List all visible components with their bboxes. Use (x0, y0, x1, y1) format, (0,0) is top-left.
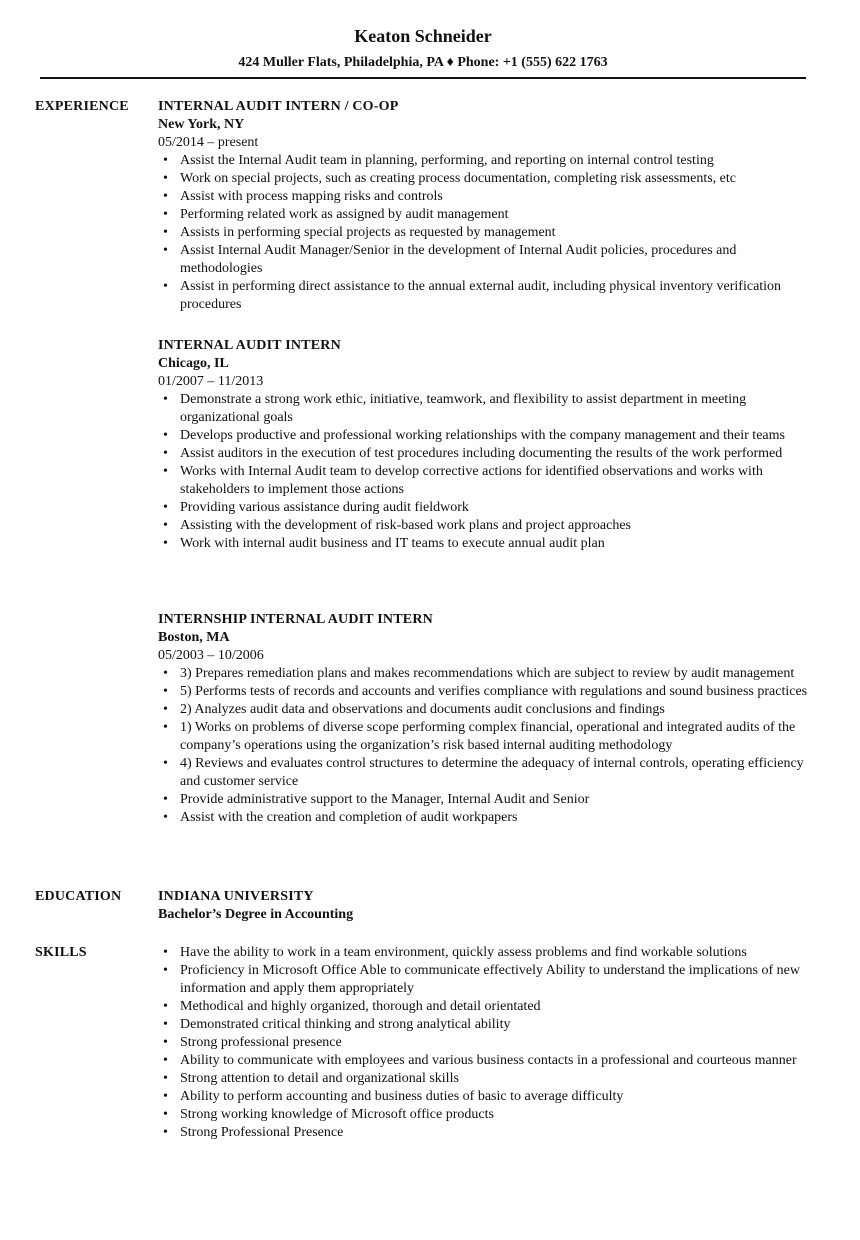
bullet-icon: • (163, 945, 168, 960)
list-item (158, 755, 818, 791)
list-item (158, 683, 818, 701)
bullet-text: Ability to communicate with employees and various business contacts in a professional and courteous manner (180, 1053, 797, 1068)
bullet-icon: • (163, 279, 168, 294)
section-label-experience: EXPERIENCE (35, 99, 129, 114)
bullet-text: Works with Internal Audit team to develop corrective actions for identified observations and works with stakeholders to implement those actions (180, 464, 763, 497)
skills-entry (158, 944, 818, 1142)
list-item (158, 962, 818, 998)
bullet-icon: • (163, 225, 168, 240)
list-item (158, 1088, 818, 1106)
list-item (158, 463, 818, 499)
list-item (158, 1016, 818, 1034)
bullet-text: Demonstrated critical thinking and strong analytical ability (180, 1017, 511, 1032)
list-item (158, 535, 818, 553)
header-divider (40, 77, 806, 79)
bullet-icon: • (163, 392, 168, 407)
job-entry (158, 337, 818, 553)
bullet-text: 5) Performs tests of records and accounts and verifies compliance with regulations and sound business practices (180, 684, 808, 699)
job-location: Chicago, IL (158, 356, 229, 371)
bullet-icon: • (163, 243, 168, 258)
skills-bullets (158, 944, 818, 1142)
list-item (158, 719, 818, 755)
job-entry (158, 98, 818, 314)
bullet-icon: • (163, 666, 168, 681)
bullet-icon: • (163, 1053, 168, 1068)
bullet-icon: • (163, 207, 168, 222)
bullet-text: Assist Internal Audit Manager/Senior in the development of Internal Audit policies, procedures and methodologies (180, 243, 737, 276)
bullet-icon: • (163, 810, 168, 825)
bullet-text: Have the ability to work in a team environment, quickly assess problems and find workable solutions (180, 945, 747, 960)
bullet-text: Demonstrate a strong work ethic, initiative, teamwork, and flexibility to assist department in meeting organizational goals (180, 392, 747, 425)
bullet-text: 1) Works on problems of diverse scope performing complex financial, operational and integrated audits of the company’s operations using the organization’s risk based internal auditing methodology (180, 720, 796, 753)
bullet-icon: • (163, 756, 168, 771)
bullet-icon: • (163, 1125, 168, 1140)
list-item (158, 1034, 818, 1052)
bullet-icon: • (163, 428, 168, 443)
bullet-text: Strong working knowledge of Microsoft office products (180, 1107, 494, 1122)
bullet-text: Methodical and highly organized, thorough and detail orientated (180, 999, 541, 1014)
bullet-icon: • (163, 1071, 168, 1086)
bullet-text: Strong professional presence (180, 1035, 342, 1050)
list-item (158, 1052, 818, 1070)
bullet-text: Proficiency in Microsoft Office Able to communicate effectively Ability to understand the implications of new information and apply them appropriately (180, 963, 800, 996)
job-dates: 05/2003 – 10/2006 (158, 648, 264, 663)
list-item (158, 944, 818, 962)
bullet-icon: • (163, 963, 168, 978)
list-item (158, 1106, 818, 1124)
contact-line: 424 Muller Flats, Philadelphia, PA ♦ Phone: +1 (555) 622 1763 (238, 55, 608, 70)
list-item (158, 391, 818, 427)
bullet-text: 4) Reviews and evaluates control structures to determine the adequacy of internal controls, operating efficiency and customer service (180, 756, 804, 789)
bullet-icon: • (163, 446, 168, 461)
bullet-text: Strong Professional Presence (180, 1125, 344, 1140)
bullet-icon: • (163, 189, 168, 204)
job-title: INTERNAL AUDIT INTERN / CO-OP (158, 99, 399, 114)
bullet-text: Assisting with the development of risk-based work plans and project approaches (180, 518, 632, 533)
list-item (158, 499, 818, 517)
bullet-text: Assist the Internal Audit team in planning, performing, and reporting on internal control testing (180, 153, 714, 168)
bullet-text: Strong attention to detail and organizational skills (180, 1071, 459, 1086)
list-item (158, 791, 818, 809)
bullet-icon: • (163, 464, 168, 479)
list-item (158, 242, 818, 278)
list-item (158, 1070, 818, 1088)
bullet-icon: • (163, 153, 168, 168)
bullet-text: Assist with the creation and completion of audit workpapers (180, 810, 518, 825)
school-name: INDIANA UNIVERSITY (158, 889, 314, 904)
list-item (158, 188, 818, 206)
bullet-text: Assist with process mapping risks and controls (180, 189, 443, 204)
job-bullets (158, 391, 818, 553)
list-item (158, 665, 818, 683)
bullet-icon: • (163, 536, 168, 551)
job-dates: 05/2014 – present (158, 135, 259, 150)
list-item (158, 809, 818, 827)
bullet-icon: • (163, 684, 168, 699)
job-bullets (158, 152, 818, 314)
bullet-icon: • (163, 171, 168, 186)
section-label-skills: SKILLS (35, 945, 87, 960)
list-item (158, 998, 818, 1016)
bullet-text: Ability to perform accounting and business duties of basic to average difficulty (180, 1089, 624, 1104)
bullet-icon: • (163, 518, 168, 533)
degree-name: Bachelor’s Degree in Accounting (158, 907, 354, 922)
job-title: INTERNSHIP INTERNAL AUDIT INTERN (158, 612, 433, 627)
job-title: INTERNAL AUDIT INTERN (158, 338, 341, 353)
bullet-text: Providing various assistance during audit fieldwork (180, 500, 469, 515)
section-label-education: EDUCATION (35, 889, 122, 904)
bullet-text: 2) Analyzes audit data and observations and documents audit conclusions and findings (180, 702, 665, 717)
job-bullets (158, 665, 818, 827)
list-item (158, 278, 818, 314)
bullet-icon: • (163, 1089, 168, 1104)
list-item (158, 427, 818, 445)
bullet-text: Work with internal audit business and IT teams to execute annual audit plan (180, 536, 605, 551)
bullet-text: Assist auditors in the execution of test procedures including documenting the results of the work performed (180, 446, 783, 461)
bullet-text: Assist in performing direct assistance to the annual external audit, including physical inventory verification procedures (180, 279, 782, 312)
bullet-text: Provide administrative support to the Manager, Internal Audit and Senior (180, 792, 590, 807)
bullet-icon: • (163, 500, 168, 515)
bullet-icon: • (163, 720, 168, 735)
job-location: Boston, MA (158, 630, 230, 645)
list-item (158, 224, 818, 242)
list-item (158, 152, 818, 170)
job-location: New York, NY (158, 117, 245, 132)
bullet-text: 3) Prepares remediation plans and makes recommendations which are subject to review by audit management (180, 666, 795, 681)
list-item (158, 170, 818, 188)
bullet-icon: • (163, 702, 168, 717)
list-item (158, 206, 818, 224)
list-item (158, 445, 818, 463)
bullet-icon: • (163, 792, 168, 807)
resume-header (40, 24, 806, 72)
bullet-icon: • (163, 1017, 168, 1032)
candidate-name: Keaton Schneider (354, 26, 492, 46)
bullet-text: Develops productive and professional working relationships with the company management and their teams (180, 428, 785, 443)
list-item (158, 701, 818, 719)
bullet-icon: • (163, 1035, 168, 1050)
job-dates: 01/2007 – 11/2013 (158, 374, 264, 389)
job-entry (158, 611, 818, 827)
list-item (158, 517, 818, 535)
bullet-icon: • (163, 999, 168, 1014)
list-item (158, 1124, 818, 1142)
bullet-icon: • (163, 1107, 168, 1122)
bullet-text: Assists in performing special projects as requested by management (180, 225, 556, 240)
education-entry (158, 888, 818, 924)
bullet-text: Performing related work as assigned by audit management (180, 207, 509, 222)
bullet-text: Work on special projects, such as creating process documentation, completing risk assessments, etc (180, 171, 737, 186)
